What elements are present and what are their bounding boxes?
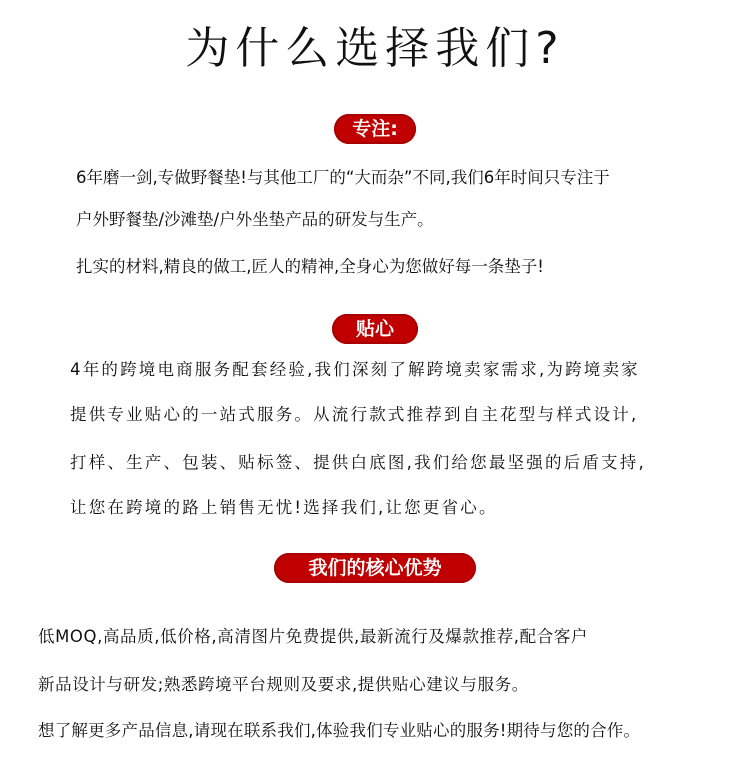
advantages-line-3: 想了解更多产品信息,请现在联系我们,体验我们专业贴心的服务!期待与您的合作。	[38, 721, 641, 740]
focus-line-2: 户外野餐垫/沙滩垫/户外坐垫产品的研发与生产。	[76, 210, 434, 229]
advantages-line-2: 新品设计与研发;熟悉跨境平台规则及要求,提供贴心建议与服务。	[38, 675, 529, 694]
section-heading-focus: 专注:	[334, 114, 416, 144]
care-line-2: 提供专业贴心的一站式服务。从流行款式推荐到自主花型与样式设计,	[70, 405, 639, 424]
care-line-3: 打样、生产、包装、贴标签、提供白底图,我们给您最坚强的后盾支持,	[70, 453, 646, 472]
section-heading-care: 贴心	[332, 314, 418, 344]
page-title: 为什么选择我们?	[185, 23, 565, 74]
focus-line-1: 6年磨一剑,专做野餐垫!与其他工厂的“大而杂”不同,我们6年时间只专注于	[76, 168, 610, 187]
focus-line-3: 扎实的材料,精良的做工,匠人的精神,全身心为您做好每一条垫子!	[76, 257, 544, 276]
advantages-line-1: 低MOQ,高品质,低价格,高清图片免费提供,最新流行及爆款推荐,配合客户	[38, 627, 589, 646]
care-line-1: 4年的跨境电商服务配套经验,我们深刻了解跨境卖家需求,为跨境卖家	[70, 360, 640, 379]
section-heading-advantages: 我们的核心优势	[274, 553, 476, 583]
care-line-4: 让您在跨境的路上销售无忧!选择我们,让您更省心。	[70, 498, 498, 517]
